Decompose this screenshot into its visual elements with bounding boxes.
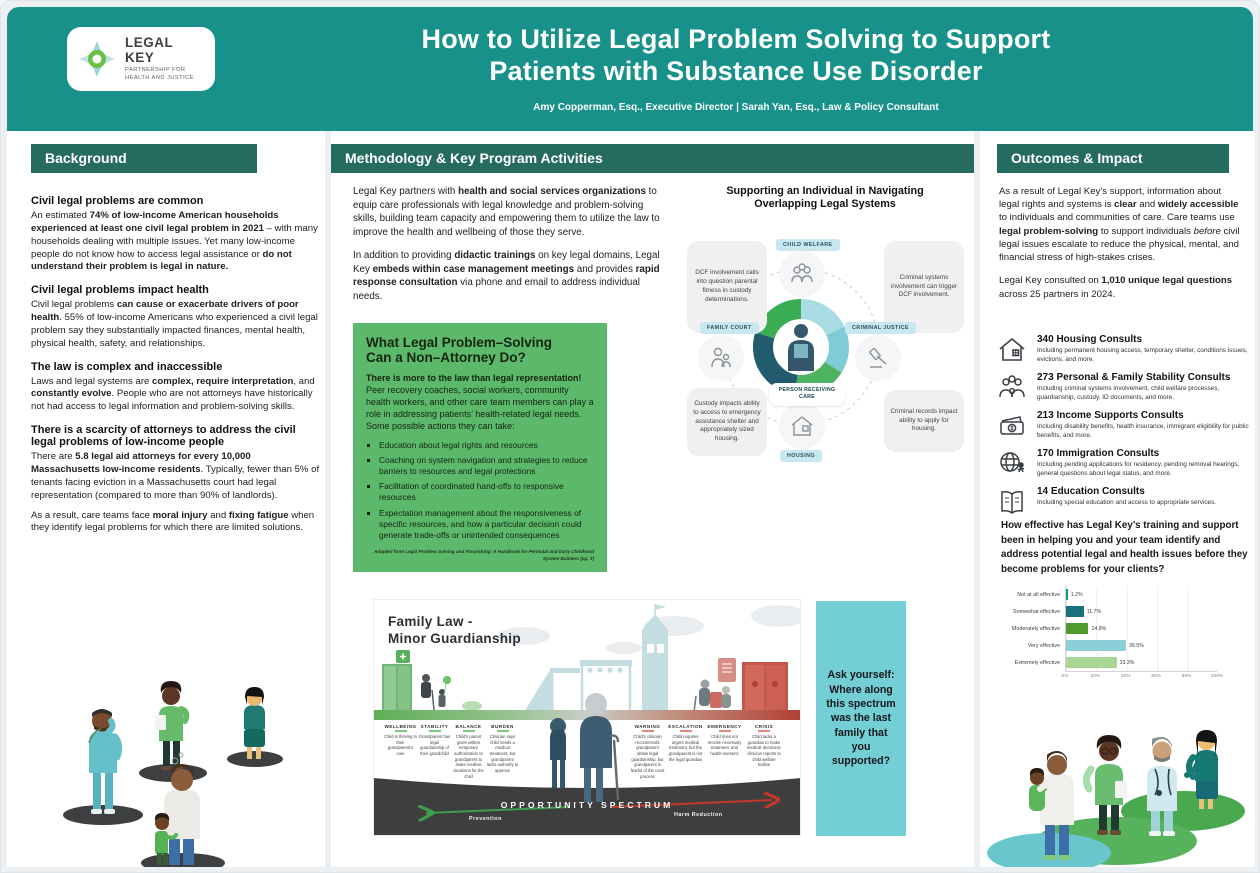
chart-category: Moderately effective <box>1011 625 1060 632</box>
grandmother-child-illustration <box>550 693 618 802</box>
logo-star-icon <box>77 39 117 79</box>
chart-row <box>1003 654 1251 671</box>
prevention-label: Prevention <box>469 816 502 822</box>
family-icon <box>995 372 1029 404</box>
globe-person-icon <box>995 448 1029 480</box>
consult-desc: Including pending applications for residency, pending removal hearings, general questions about legal status, and more. <box>1037 461 1240 477</box>
harm-reduction-label: Harm Reduction <box>674 812 723 818</box>
consult-desc: Including criminal systems involvement, child welfare processes, guardianship, custody, ID documents, and more. <box>1037 385 1220 401</box>
chart-bar <box>1066 623 1088 634</box>
poster-header <box>7 7 1253 131</box>
section-paragraph: As a result, care teams face moral injury and fixing fatigue when they identify legal problems for which there are limited solutions. <box>31 509 315 534</box>
consult-item <box>995 372 1249 404</box>
consult-desc: Including special education and access to appropriate services. <box>1037 499 1217 506</box>
consult-item <box>995 410 1249 442</box>
consult-desc: Including disability benefits, health insurance, immigrant eligibility for public benefits, and more. <box>1037 423 1249 439</box>
chart-category: Very effective <box>1027 642 1060 649</box>
chart-bar <box>1066 640 1126 651</box>
non-attorney-info-box <box>353 323 607 572</box>
ask-yourself-text: Ask yourself: Where along this spectrum was the last family that you supported? <box>826 669 896 768</box>
child-welfare-node <box>779 251 825 297</box>
chart-row <box>1003 586 1251 603</box>
methodology-section-header: Methodology & Key Program Activities <box>331 144 974 173</box>
house-icon <box>995 334 1029 366</box>
bullet-item: ▪ Coaching on system navigation and strategies to reduce barriers to resources and legal protections <box>379 455 594 477</box>
person-receiving-care-label: PERSON RECEIVING CARE <box>769 383 845 406</box>
spectrum-stage: WELLBEING Child is thriving in their grandparent's care <box>384 724 417 757</box>
spectrum-stage: BALANCE Child's parent gives written temporary authorization to grandparent to make medical decisions for the child <box>453 724 484 779</box>
spectrum-stage: WARNING Child's clinician recommends grandparent obtain legal guardianship, but grandparent is fearful of the court process <box>630 724 665 779</box>
outcomes-paragraph: Legal Key consulted on 1,010 unique legal questions across 25 partners in 2024. <box>999 275 1233 300</box>
diagram-callout: Custody impacts ability to access to emergency assistance shelter and appropriately sized housing. <box>687 388 767 456</box>
criminal-justice-node <box>855 335 901 381</box>
outcomes-section-header: Outcomes & Impact <box>997 144 1229 173</box>
consult-item <box>995 334 1249 366</box>
money-icon <box>995 410 1029 442</box>
spectrum-stage: ESCALATION Child requires urgent medical treatment, but the grandparent is not the legal guardian <box>668 724 703 762</box>
effectiveness-bar-chart <box>1003 586 1251 682</box>
family-court-node <box>698 335 744 381</box>
chart-category: Somewhat effective <box>1013 608 1060 615</box>
green-box-intro: There is more to the law than legal representation! Peer recovery coaches, social workers, community health workers, and other care team members can play a role in addressing patients’ health-related legal needs. Some possible actions they can take: <box>366 373 594 432</box>
poster-title: How to Utilize Legal Problem Solving to Support Patients with Substance Use Disorder <box>421 24 1051 87</box>
background-text <box>31 185 321 542</box>
chart-row <box>1003 603 1251 620</box>
section-paragraph: Civil legal problems can cause or exacerbate drivers of poor health. 55% of low-income Americans who experienced a civil legal problem say they substantially impacted finances, mental health, physical health, safety, and relationships. <box>31 299 318 349</box>
consult-title: 273 Personal & Family Stability Consults <box>1037 372 1231 383</box>
green-box-title: What Legal Problem–Solving Can a Non–Attorney Do? <box>366 335 553 366</box>
diagram-callout: DCF involvement calls into question parental fitness in custody determinations. <box>687 241 767 333</box>
family-icon <box>707 344 735 372</box>
chart-category: Not at all effective <box>1017 591 1060 598</box>
care-team-stress-illustration <box>31 651 321 867</box>
methodology-paragraph: Legal Key partners with health and social services organizations to equip care professionals with legal knowledge and problem-solving skills, building team capacity and empowering them to utilize the law to improve the health and wellbeing of those they serve. <box>353 186 660 238</box>
consult-title: 170 Immigration Consults <box>1037 448 1160 459</box>
people-group-icon <box>788 260 816 288</box>
section-heading: The law is complex and inaccessible <box>31 360 223 373</box>
family-law-spectrum-graphic <box>373 599 801 836</box>
poster-authors: Amy Copperman, Esq., Executive Director | Sarah Yan, Esq., Law & Policy Consultant <box>533 102 939 113</box>
consult-title: 340 Housing Consults <box>1037 334 1143 345</box>
outcomes-text <box>999 185 1241 311</box>
logo-subtitle: PARTNERSHIP FOR HEALTH AND JUSTICE <box>125 67 194 81</box>
methodology-paragraph: In addition to providing didactic trainings on key legal domains, Legal Key embeds within case management meetings and provides rapid response consultation via phone and email to address individual needs. <box>353 250 660 302</box>
chart-bar <box>1066 657 1117 668</box>
section-heading: There is a scarcity of attorneys to address the civil legal problems of low-income people <box>31 424 296 449</box>
spectrum-stage: EMERGENCY Child does not receive necessary treatment, and health worsens <box>707 724 742 757</box>
chart-value: 14.8% <box>1091 625 1107 632</box>
node-label: FAMILY COURT <box>700 322 759 334</box>
gavel-icon <box>864 344 892 372</box>
chart-value: 39.5% <box>1129 642 1144 649</box>
opportunity-spectrum-label: OPPORTUNITY SPECTRUM <box>500 800 674 810</box>
housing-node <box>779 403 825 449</box>
chart-value: 33.3% <box>1119 659 1135 666</box>
node-label: HOUSING <box>780 450 822 462</box>
spectrum-stage: STABILITY Grandparent has legal guardianship of their grandchild <box>418 724 451 757</box>
section-paragraph: There are 5.8 legal aid attorneys for every 10,000 Massachusetts low-income residents. Typically, fewer than 5% of tenants facing eviction in a Massachusetts court had legal representation (compared to more than 90% of landlords). <box>31 451 320 501</box>
section-paragraph: Laws and legal systems are complex, require interpretation, and constantly evolve. People who are not attorneys have historically not had access to legal information and problem-solving skills. <box>31 375 315 413</box>
diagram-title: Supporting an Individual in Navigating Overlapping Legal Systems <box>726 185 924 211</box>
house-icon <box>788 412 816 440</box>
bullet-item: ▪ Education about legal rights and resources <box>379 440 594 451</box>
survey-question: How effective has Legal Key’s training and support been in helping you and your team identify and address potential legal and health issues before they become problems for your clients? <box>1001 520 1248 576</box>
person-icon <box>788 324 814 371</box>
bullet-item: ▪ Facilitation of coordinated hand-offs to responsive resources <box>379 481 594 503</box>
section-paragraph: An estimated 74% of low-income American households experienced at least one civil legal problem in 2021 – with many households dealing with multiple issues. Yet many low-income people do not know how to access legal assistance or do not understand their problem is legal in nature. <box>31 210 318 273</box>
chart-value: 1.2% <box>1070 591 1083 598</box>
consult-item <box>995 448 1249 480</box>
care-team-group-illustration <box>987 689 1253 867</box>
outcomes-paragraph: As a result of Legal Key’s support, information about legal rights and systems is clear and widely accessible to individuals and communities of care. Care teams use legal problem-solving to support individuals before civil legal issues escalate to reduce the physical, mental, and financial stress of high-stakes crises. <box>999 186 1240 264</box>
node-label: CHILD WELFARE <box>776 239 840 251</box>
consult-desc: Including permanent housing access, temporary shelter, conditions issues, evictions, and more. <box>1037 347 1248 363</box>
chart-row <box>1003 620 1251 637</box>
section-heading: Civil legal problems are common <box>31 195 204 207</box>
consult-title: 14 Education Consults <box>1037 486 1145 497</box>
green-box-credit: Adapted from Legal Problem Solving and Flourishing: A Handbook for Perinatal and Early Childhood System Builders (pg. 3) <box>374 548 594 561</box>
logo-name: LEGAL KEY <box>125 35 174 66</box>
consult-item <box>995 486 1249 518</box>
diagram-callout: Criminal records impact ability to apply for housing. <box>884 390 964 452</box>
chart-x-axis: 0% 20% 40% 60% 80% 100% <box>1065 671 1217 682</box>
consult-title: 213 Income Supports Consults <box>1037 410 1184 421</box>
logo-text <box>125 35 205 82</box>
legal-systems-diagram <box>676 181 974 571</box>
chart-bar <box>1066 589 1068 600</box>
green-box-bullets <box>366 440 594 541</box>
chart-bar <box>1066 606 1084 617</box>
bullet-item: ▪ Expectation management about the responsiveness of specific resources, and how a particular decision could generate trade-offs or unintended consequences <box>379 508 594 541</box>
background-section-header: Background <box>31 144 257 173</box>
book-icon <box>995 486 1029 518</box>
ask-yourself-box <box>816 601 906 836</box>
chart-value: 11.7% <box>1086 608 1102 615</box>
chart-row <box>1003 637 1251 654</box>
consults-list <box>995 334 1249 524</box>
spectrum-stage: CRISIS Child lacks a guardian to make medical decisions; clinician reports to child welfare hotline <box>746 724 782 768</box>
methodology-text <box>353 185 665 313</box>
legal-key-logo <box>67 27 215 91</box>
spectrum-stage: BURDEN Clinician says child needs a medical treatment, but grandparent lacks authority to approve <box>486 724 519 774</box>
chart-category: Extremely effective <box>1014 659 1060 666</box>
section-heading: Civil legal problems impact health <box>31 284 209 297</box>
family-law-title: Family Law - Minor Guardianship <box>388 614 521 646</box>
diagram-callout: Criminal systems involvement can trigger DCF involvement. <box>884 241 964 333</box>
node-label: CRIMINAL JUSTICE <box>845 322 916 334</box>
